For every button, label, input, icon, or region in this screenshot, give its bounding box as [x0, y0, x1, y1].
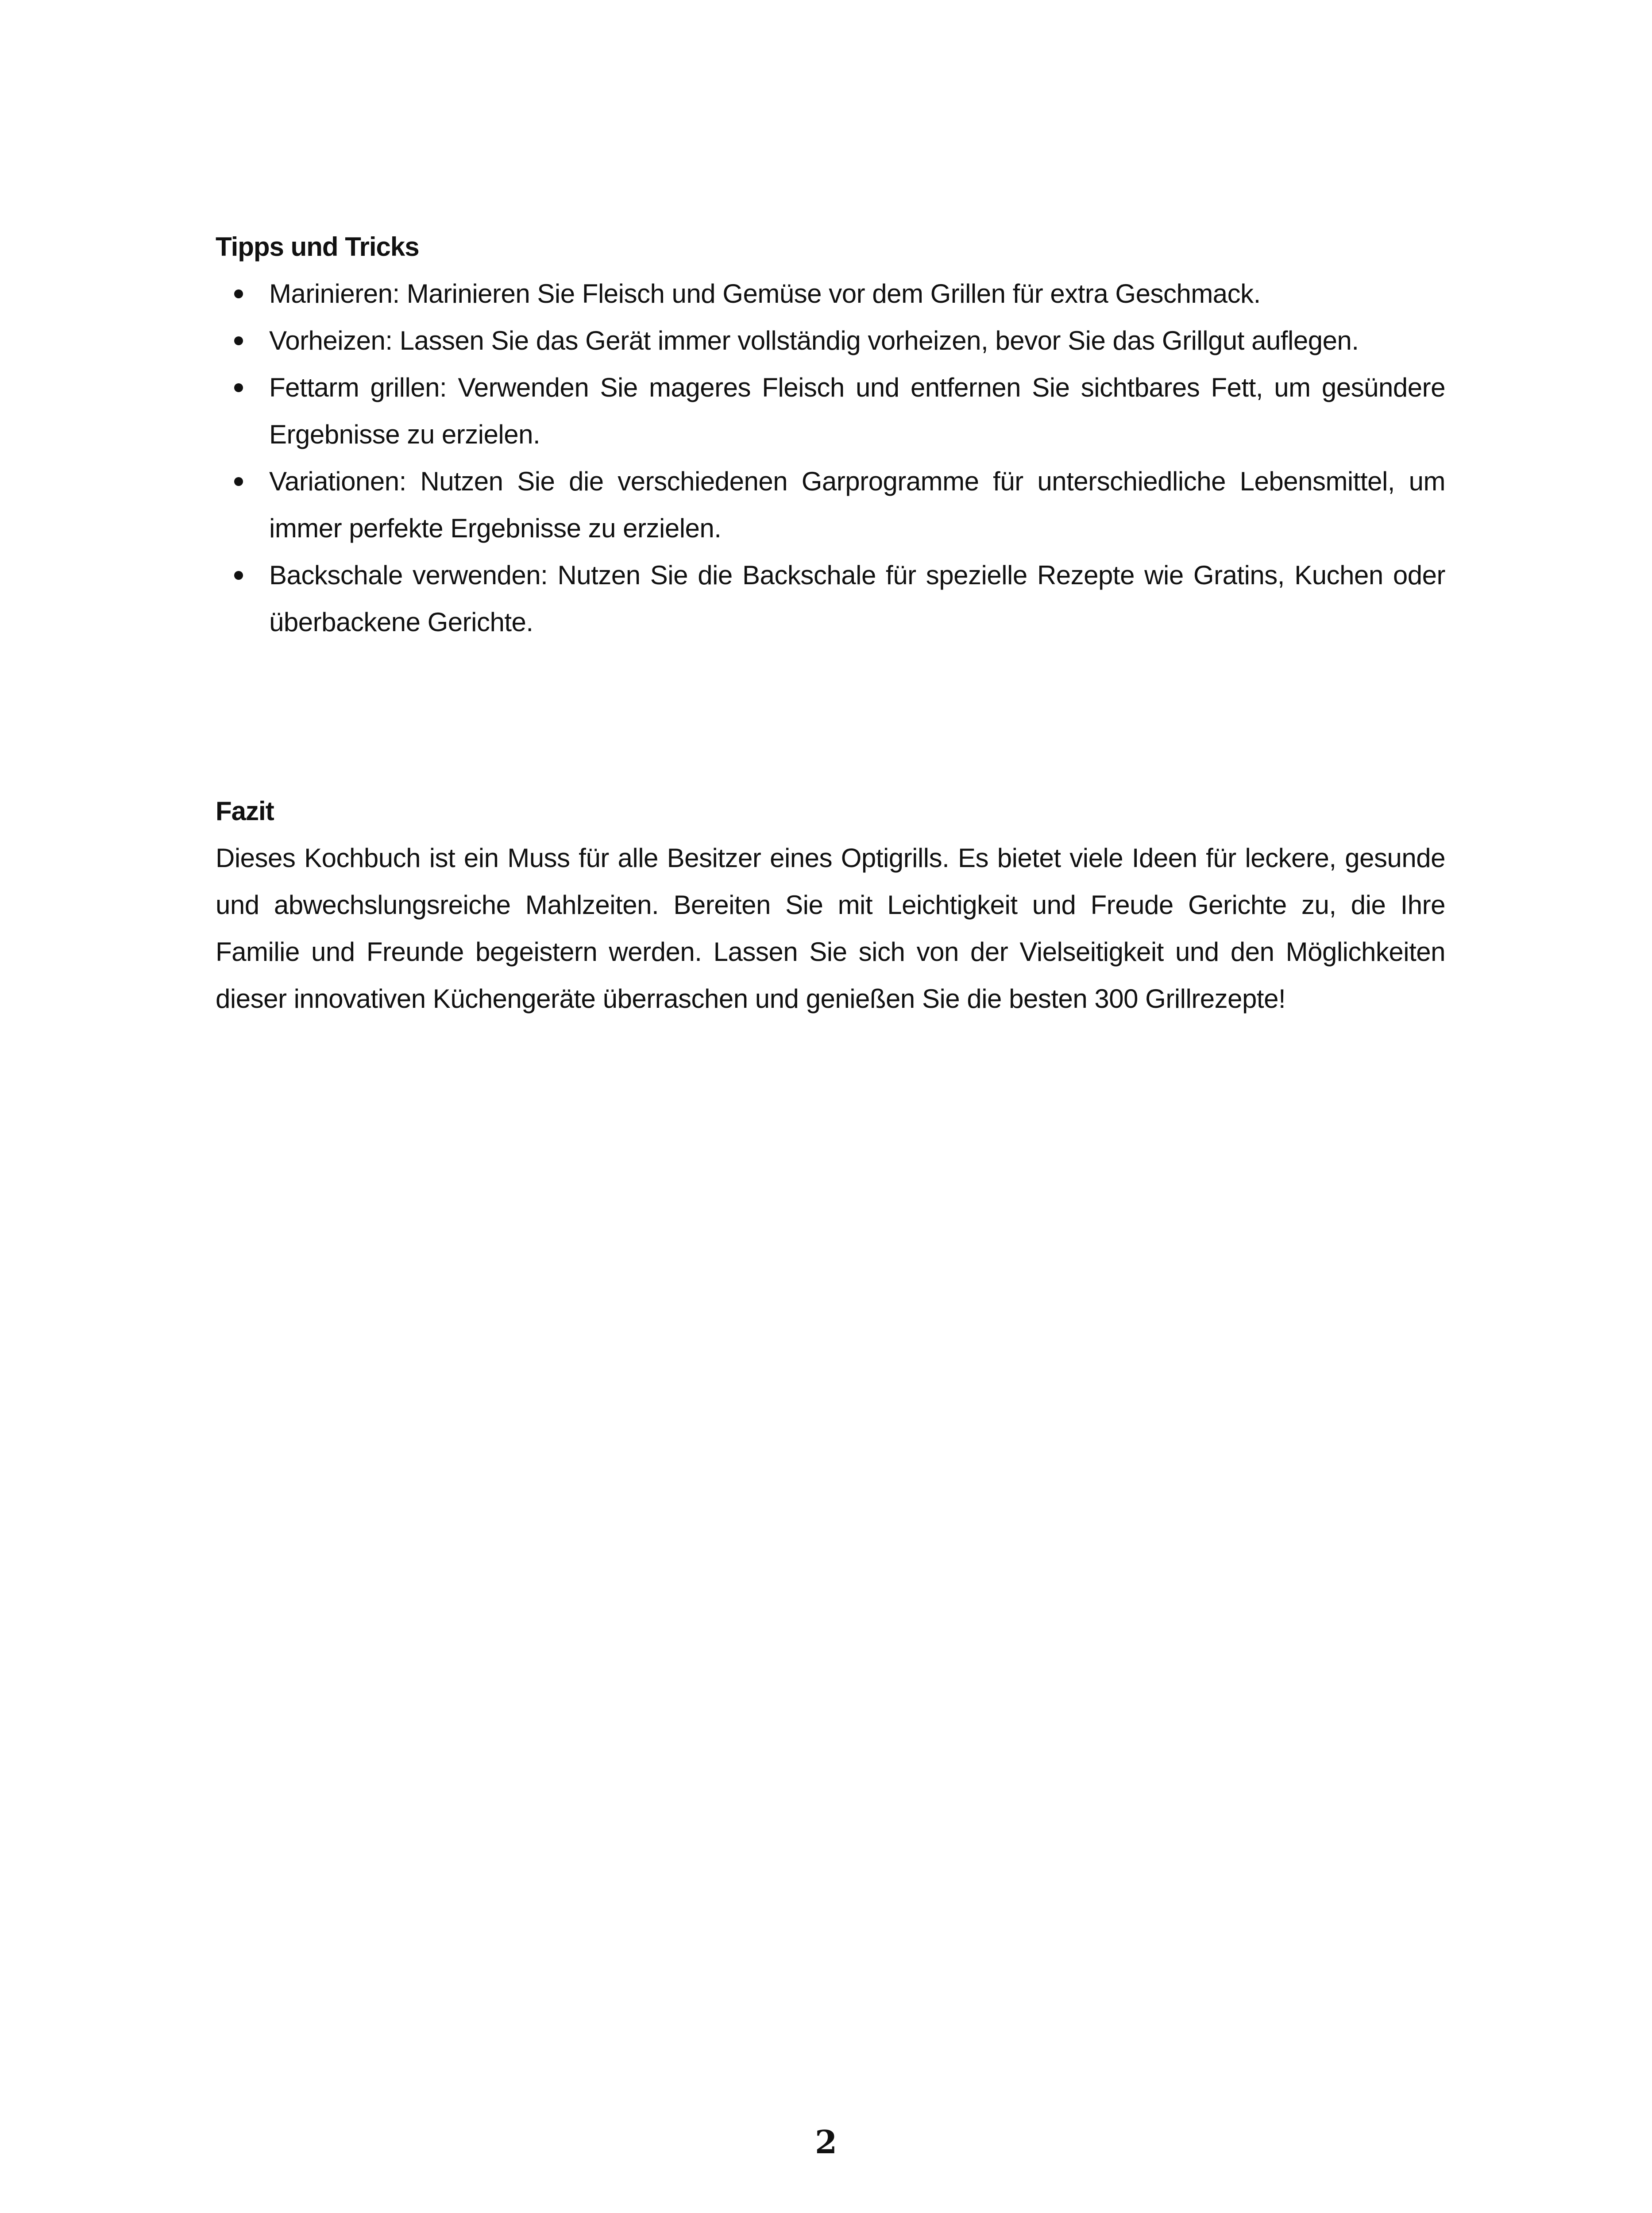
tips-section: [216, 224, 1445, 646]
list-item-text: Backschale verwenden: Nutzen Sie die Backschale für spezielle Rezepte wie Gratins, Kuchen oder überbackene Gerichte.: [269, 560, 1445, 637]
list-item: [216, 317, 1445, 364]
list-item: [216, 364, 1445, 458]
bullet-icon: [234, 383, 243, 392]
list-item-text: Marinieren: Marinieren Sie Fleisch und Gemüse vor dem Grillen für extra Geschmack.: [269, 279, 1261, 308]
bullet-icon: [234, 477, 243, 486]
tips-heading: Tipps und Tricks: [216, 232, 419, 262]
list-item-text: Fettarm grillen: Verwenden Sie mageres Fleisch und entfernen Sie sichtbares Fett, um gesündere Ergebnisse zu erzielen.: [269, 373, 1445, 449]
list-item: [216, 458, 1445, 552]
fazit-heading: Fazit: [216, 796, 274, 826]
fazit-section: [216, 788, 1445, 1022]
fazit-paragraph: Dieses Kochbuch ist ein Muss für alle Besitzer eines Optigrills. Es bietet viele Ideen für leckere, gesunde und abwechslungsreiche Mahlzeiten. Bereiten Sie mit Leichtigkeit und Freude Gerichte zu, die Ihre Familie und Freunde begeistern werden. Lassen Sie sich von der Vielseitigkeit und den Möglichkeiten dieser innovativen Küchengeräte überraschen und genießen Sie die besten 300 Grillrezepte!: [216, 843, 1445, 1014]
list-item: [216, 270, 1445, 317]
bullet-icon: [234, 289, 243, 298]
list-item-text: Variationen: Nutzen Sie die verschiedenen Garprogramme für unterschiedliche Lebensmittel, um immer perfekte Ergebnisse zu erzielen.: [269, 467, 1445, 543]
list-item-text: Vorheizen: Lassen Sie das Gerät immer vollständig vorheizen, bevor Sie das Grillgut auflegen.: [269, 326, 1359, 355]
list-item: [216, 552, 1445, 646]
bullet-icon: [234, 336, 243, 345]
page-number: 2: [814, 2123, 838, 2161]
tips-list: [216, 270, 1445, 646]
bullet-icon: [234, 571, 243, 580]
